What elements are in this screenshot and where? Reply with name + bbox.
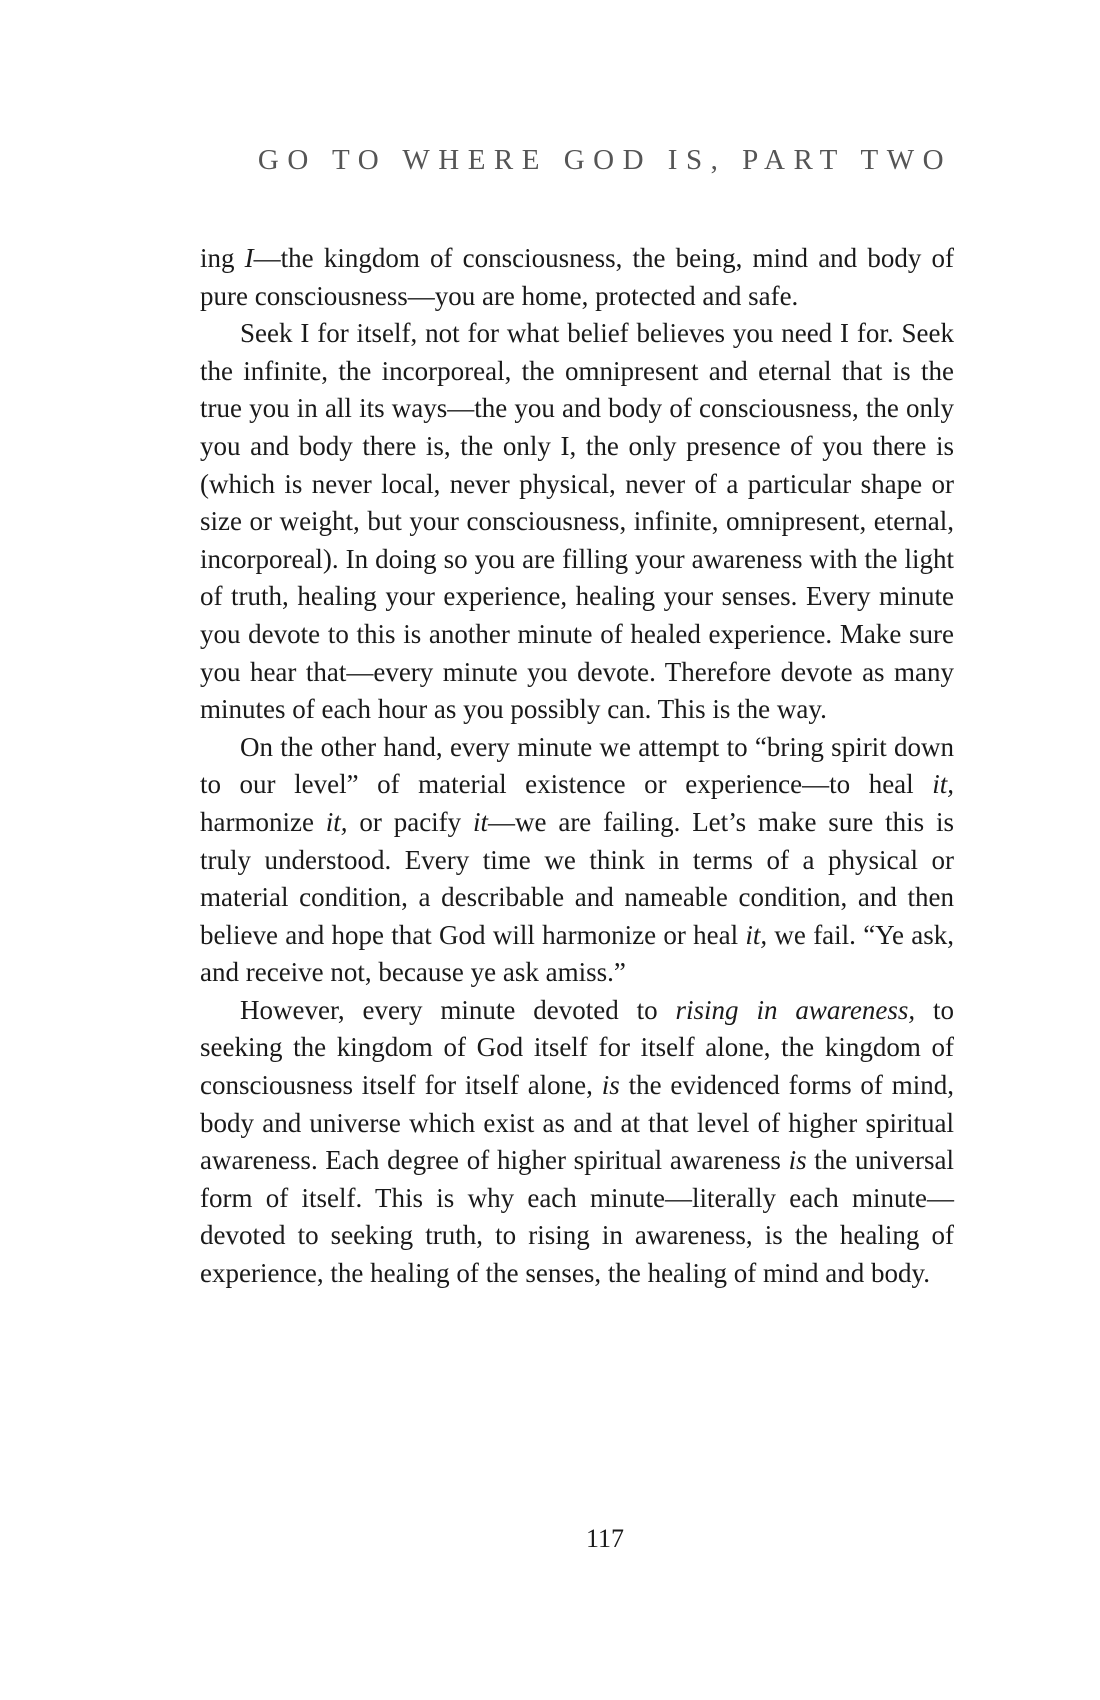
text-span: ing bbox=[200, 243, 245, 273]
text-span: On the other hand, every minute we attempt to “bring spirit down to our level” of material existence or experience—to heal bbox=[200, 731, 954, 800]
paragraph-3 bbox=[200, 729, 954, 992]
text-span: we fail. “Ye ask, and receive not, because ye ask amiss.” bbox=[200, 919, 954, 988]
text-span: However, every minute devoted to bbox=[240, 994, 676, 1025]
italic-span: rising in awareness, bbox=[675, 994, 916, 1025]
running-head: GO TO WHERE GOD IS, PART TWO bbox=[257, 144, 953, 176]
text-span: —we are failing. Let’s make sure this is truly understood. Every time we think in terms of a physical or material condition, a describable and nameable condition, and then believe and hope that God will harmonize or heal bbox=[200, 806, 954, 950]
page-number: 117 bbox=[585, 1524, 625, 1553]
italic-span: it bbox=[473, 806, 489, 837]
text-span: to seeking the kingdom of God itself for itself alone, the kingdom of consciousness itself for itself alone, bbox=[200, 994, 954, 1101]
italic-span: it, bbox=[745, 919, 768, 950]
italic-span: is bbox=[788, 1145, 807, 1176]
text-span: the universal form of itself. This is why each minute—literally each minute—devoted to seeking truth, to rising in awareness, is the healing of experience, the healing of the senses, the healing of mind and body. bbox=[200, 1145, 954, 1289]
body-text bbox=[200, 240, 954, 1293]
paragraph-4 bbox=[200, 992, 954, 1293]
italic-span: it, bbox=[932, 769, 954, 800]
text-span: harmonize bbox=[200, 806, 326, 837]
paragraph-1 bbox=[200, 240, 954, 315]
italic-span: I bbox=[244, 243, 254, 273]
text-span: the evidenced forms of mind, body and universe which exist as and at that level of higher spiritual awareness. Each degree of higher spiritual awareness bbox=[200, 1070, 954, 1176]
text-span: or pacify bbox=[347, 806, 473, 837]
italic-span: is bbox=[601, 1070, 620, 1101]
paragraph-2: Seek I for itself, not for what belief believes you need I for. Seek the infinite, the incorporeal, the omnipresent and eternal that is the true you in all its ways—the you and body of consciousness, the only you and body there is, the only I, the only presence of you there is (which is never local, never physical, never of a particular shape or size or weight, but your consciousness, infinite, omnipresent, eternal, incorporeal). In doing so you are filling your awareness with the light of truth, healing your experience, healing your senses. Every minute you devote to this is another minute of healed experience. Make sure you hear that—every minute you devote. Therefore devote as many minutes of each hour as you possibly can. This is the way. bbox=[200, 318, 954, 725]
italic-span: it, bbox=[325, 806, 348, 837]
text-span: —the kingdom of consciousness, the being, mind and body of pure consciousness—you are home, protected and safe. bbox=[200, 243, 954, 311]
